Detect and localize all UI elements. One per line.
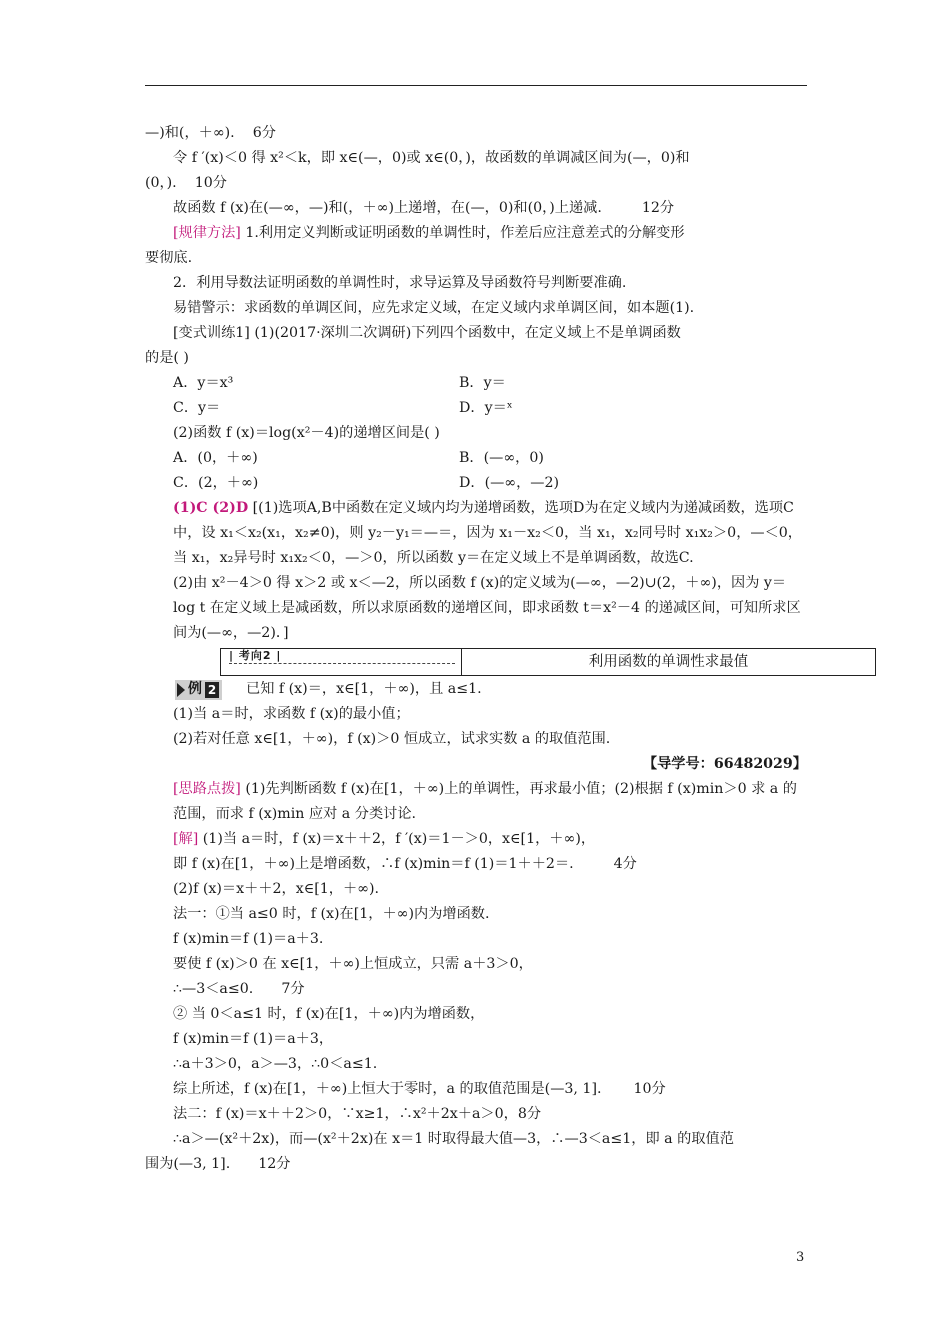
answer-tag: (1)C (2)D xyxy=(173,500,249,516)
example-number: 2 xyxy=(205,682,219,698)
section-header-box xyxy=(220,648,876,676)
hint-paragraph: [思路点拨] (1)先判断函数 f (x)在[1，＋∞)上的单调性，再求最小值；(2)根据 f (x)min＞0 求 a 的范围，而求 f (x)min 应对 a 分类讨论. xyxy=(173,781,797,822)
options-row: A．y＝x³ B．y＝ xyxy=(173,375,506,391)
text-line: 2．利用导数法证明函数的单调性时，求导运算及导函数符号判断要准确. xyxy=(173,275,627,291)
solution-line: [解] (1)当 a＝时，f (x)＝x＋＋2，f ′(x)＝1－＞0，x∈[1，＋∞)， xyxy=(173,831,596,847)
text-line: 要彻底. xyxy=(145,250,193,266)
example-badge: 例 2 xyxy=(175,680,222,700)
text-line: f (x)min＝f (1)＝a＋3. xyxy=(173,931,324,947)
text-line: 即 f (x)在[1，＋∞)上是增函数，∴f (x)min＝f (1)＝1＋＋2＝. 4分 xyxy=(173,856,637,872)
page-content xyxy=(145,121,807,1177)
method-tag: [规律方法] xyxy=(173,225,241,241)
section-label: | 考向2 | xyxy=(229,649,282,662)
header-rule xyxy=(145,85,807,86)
triangle-icon xyxy=(177,683,185,697)
text-line: (2)f (x)＝x＋＋2，x∈[1，＋∞). xyxy=(173,881,380,897)
exercise-title: [变式训练1] (1)(2017·深圳二次调研)下列四个函数中，在定义域上不是单调函数 xyxy=(173,325,681,341)
text-line: (2)函数 f (x)＝log(x²－4)的递增区间是( ) xyxy=(173,425,440,441)
text-line: ② 当 0＜a≤1 时，f (x)在[1，＋∞)内为增函数， xyxy=(173,1006,485,1022)
text-line: ∴—3＜a≤0. 7分 xyxy=(173,981,305,997)
example-line: 例 2 已知 f (x)＝，x∈[1，＋∞)，且 a≤1. xyxy=(145,677,807,702)
text-line: (2)若对任意 x∈[1，＋∞)，f (x)＞0 恒成立，试求实数 a 的取值范围. xyxy=(173,731,611,747)
answer-paragraph: (2)由 x²－4＞0 得 x＞2 或 x＜—2，所以函数 f (x)的定义域为(—∞，—2)∪(2，＋∞)，因为 y＝log t 在定义域上是减函数，所以求原函数的递增区间，即求函数 t＝x²－4 的递减区间，可知所求区间为(—∞，—2)．] xyxy=(173,575,801,641)
dashed-line xyxy=(229,663,455,664)
options-row: C．(2，＋∞) D．(—∞，—2) xyxy=(173,475,560,491)
text-line: 综上所述，f (x)在[1，＋∞)上恒大于零时，a 的取值范围是(—3, 1]. 10分 xyxy=(173,1081,666,1097)
solution-tag: [解] xyxy=(173,831,199,847)
text-line: 故函数 f (x)在(—∞，—)和(，＋∞)上递增，在(—，0)和(0，)上递减. 12分 xyxy=(173,200,675,216)
guide-number: 【导学号：66482029】 xyxy=(642,756,807,772)
section-label-cell xyxy=(221,649,462,675)
section-title: 利用函数的单调性求最值 xyxy=(588,654,749,670)
text-line: 法二：f (x)＝x＋＋2＞0，∵x≥1，∴x²＋2x＋a＞0，8分 xyxy=(173,1106,542,1122)
text-line: 要使 f (x)＞0 在 x∈[1，＋∞)上恒成立，只需 a＋3＞0， xyxy=(173,956,533,972)
text-line: (1)当 a＝时，求函数 f (x)的最小值； xyxy=(173,706,410,722)
options-row: C．y＝ D．y＝ˣ xyxy=(173,400,513,416)
page-number: 3 xyxy=(796,1250,805,1265)
text-line: 易错警示：求函数的单调区间，应先求定义域，在定义域内求单调区间，如本题(1). xyxy=(173,300,695,316)
text-line: 法一：①当 a≤0 时，f (x)在[1，＋∞)内为增函数. xyxy=(173,906,490,922)
text-line: —)和(，＋∞). 6分 xyxy=(145,125,276,141)
text-line: 的是( ) xyxy=(145,350,189,366)
text-line: 令 f ′(x)＜0 得 x²＜k，即 x∈(—，0)或 x∈(0，)，故函数的单调减区间为(—，0)和 xyxy=(173,150,690,166)
text-line: f (x)min＝f (1)＝a＋3， xyxy=(173,1031,334,1047)
text-line: ∴a＋3＞0，a＞—3，∴0＜a≤1. xyxy=(173,1056,378,1072)
text-line: ∴a＞—(x²＋2x)，而—(x²＋2x)在 x＝1 时取得最大值—3，∴—3＜a≤1，即 a 的取值范 xyxy=(173,1131,734,1147)
hint-tag: [思路点拨] xyxy=(173,781,241,797)
text-line: 围为(—3, 1]. 12分 xyxy=(145,1156,291,1172)
options-row: A．(0，＋∞) B．(—∞，0) xyxy=(173,450,544,466)
text-line: (0，). 10分 xyxy=(145,175,227,191)
method-line: [规律方法] 1.利用定义判断或证明函数的单调性时，作差后应注意差式的分解变形 xyxy=(173,225,685,241)
answer-paragraph: (1)C (2)D [(1)选项A,B中函数在定义域内均为递增函数，选项D为在定义域内为递减函数，选项C中，设 x₁＜x₂(x₁，x₂≠0)，则 y₂－y₁＝—＝，因为 x₁－x₂＜0，当 x₁，x₂同号时 x₁x₂＞0，—＜0，当 x₁，x₂异号时 x₁x₂＜0，—＞0，所以函数 y＝在定义域上不是单调函数，故选C. xyxy=(173,500,802,566)
